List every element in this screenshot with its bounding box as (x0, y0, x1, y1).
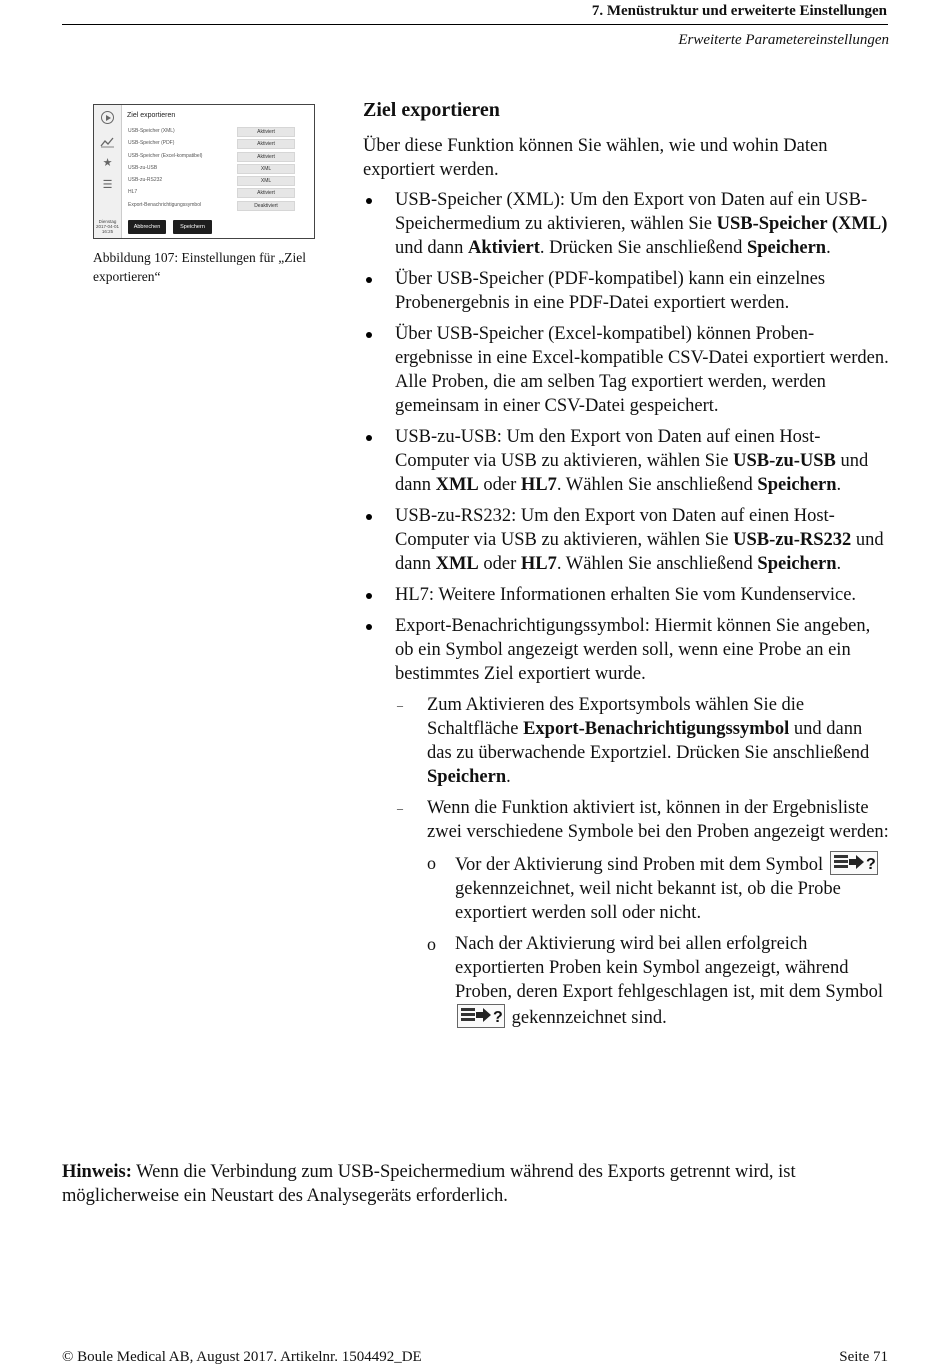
bullet-icon (366, 624, 372, 630)
device-row-export-symbol (128, 201, 308, 210)
device-row-value: Aktiviert (237, 188, 295, 198)
note-paragraph (62, 1160, 892, 1208)
device-row-label: USB-zu-USB (128, 165, 158, 171)
list-item: Über USB-Speicher (PDF-kompatibel) kann ein einzelnes Probenergebnis in eine PDF-Datei exportiert werden. (363, 267, 891, 315)
device-screenshot (93, 104, 315, 239)
device-row-label: USB-Speicher (XML) (128, 128, 175, 134)
play-icon (101, 111, 114, 124)
device-row-usb-usb (128, 164, 308, 173)
section-subtitle: Erweiterte Parametereinstellungen (678, 32, 889, 48)
figure-caption: Abbildung 107: Einstellungen für „Ziel exportieren“ (93, 250, 306, 284)
list-item: USB-zu-RS232: Um den Export von Daten auf einen Host-Computer via USB zu aktivieren, wählen Sie USB-zu-RS232 und dann XML oder HL7. Wählen Sie anschließend Speichern. (363, 504, 891, 576)
circle-bullet-icon: o (427, 934, 436, 954)
list-item: USB-Speicher (XML): Um den Export von Daten auf ein USB-Speichermedium zu aktivieren, wählen Sie USB-Speicher (XML) und dann Aktiviert. Drücken Sie anschließend Speichern. (363, 188, 891, 260)
bullet-icon (366, 332, 372, 338)
device-cancel-button: Abbrechen (128, 220, 166, 234)
footer-copyright: © Boule Medical AB, August 2017. Artikelnr. 1504492_DE (62, 1349, 422, 1365)
list-item: USB-zu-USB: Um den Export von Daten auf einen Host-Computer via USB zu aktivieren, wählen Sie USB-zu-USB und dann XML oder HL7. Wählen Sie anschließend Speichern. (363, 425, 891, 497)
device-screen-title: Ziel exportieren (127, 112, 176, 119)
device-row-usb-pdf (128, 139, 308, 148)
device-row-label: Export-Benachrichtigungssymbol (128, 202, 202, 208)
bullet-icon (366, 277, 372, 283)
device-row-label: USB-zu-RS232 (128, 177, 163, 183)
svg-text:?: ? (865, 856, 876, 873)
device-row-label: USB-Speicher (PDF) (128, 140, 175, 146)
sub-list-item: – Zum Aktivieren des Exportsymbols wählen Sie die Schaltfläche Export-Benachrichtigungssymbol und dann das zu überwachende Exportziel. Drücken Sie anschließend Speichern. (397, 695, 870, 787)
device-row-value: Deaktiviert (237, 201, 295, 211)
bullet-icon (366, 198, 372, 204)
device-row-value: Aktiviert (237, 152, 295, 162)
bullet-icon (366, 514, 372, 520)
bullet-list (363, 188, 891, 1037)
device-row-usb-rs232 (128, 176, 308, 185)
note-label: Hinweis: (62, 1162, 132, 1182)
svg-text:?: ? (493, 1009, 503, 1026)
sub-list-item: – Wenn die Funktion aktiviert ist, können in der Ergebnisliste zwei verschiedene Symbole bei den Proben angezeigt werden: (397, 798, 889, 842)
circle-bullet-icon: o (427, 853, 436, 873)
sub-sub-list-item: o Nach der Aktivierung wird bei allen erfolgreich exportierten Proben kein Symbol angezeigt, während Proben, deren Export fehlgeschlagen ist, mit dem Symbol ? gekennzeichnet sind. (427, 934, 883, 1028)
bullet-icon (366, 435, 372, 441)
device-row-label: USB-Speicher (Excel-kompatibel) (128, 153, 203, 159)
device-row-label: HL7 (128, 189, 138, 195)
device-row-usb-excel (128, 152, 308, 161)
list-item: HL7: Weitere Informationen erhalten Sie vom Kundenservice. (363, 583, 891, 607)
dash-icon: – (397, 698, 403, 712)
note-text: Wenn die Verbindung zum USB-Speichermedium während des Exports getrennt wird, ist möglicherweise ein Neustart des Analysegeräts erforderlich. (62, 1162, 796, 1206)
section-heading: Ziel exportieren (363, 99, 500, 121)
chart-icon (100, 136, 115, 148)
device-sidebar (94, 105, 122, 238)
device-row-value: XML (237, 164, 295, 174)
device-row-value: Aktiviert (237, 127, 295, 137)
menu-icon: ☰ (102, 179, 113, 191)
export-unknown-icon (830, 851, 878, 875)
header-rule (62, 24, 888, 25)
list-item: Über USB-Speicher (Excel-kompatibel) können Proben-ergebnisse in eine Excel-kompatible CSV-Datei exportiert werden. Alle Proben, die am selben Tag exportiert werden, werden gemeinsam in einer CSV-Datei gespeichert. (363, 322, 891, 418)
sub-sub-list-item: o Vor der Aktivierung sind Proben mit dem Symbol ? gekennzeichnet, weil nicht bekannt ist, ob die Probe exportiert werden soll oder nicht. (363, 851, 891, 925)
device-row-value: Aktiviert (237, 139, 295, 149)
list-item: Export-Benachrichtigungssymbol: Hiermit können Sie angeben, ob ein Symbol angezeigt werden soll, wenn eine Probe an ein bestimmtes Ziel exportiert wurde. (363, 614, 891, 686)
page-number: Seite 71 (839, 1349, 888, 1365)
intro-paragraph: Über diese Funktion können Sie wählen, wie und wohin Daten exportiert werden. (363, 136, 828, 180)
device-row-value: XML (237, 176, 295, 186)
device-row-usb-xml (128, 127, 308, 136)
star-icon: ★ (102, 157, 113, 169)
device-save-button: Speichern (173, 220, 212, 234)
dash-icon: – (397, 801, 403, 815)
chapter-title: 7. Menüstruktur und erweiterte Einstellungen (591, 3, 887, 19)
bullet-icon (366, 593, 372, 599)
export-unknown-icon (457, 1004, 505, 1028)
device-row-hl7 (128, 188, 308, 197)
device-date: Dienstag 2017-04-01 16:25 (95, 219, 120, 234)
